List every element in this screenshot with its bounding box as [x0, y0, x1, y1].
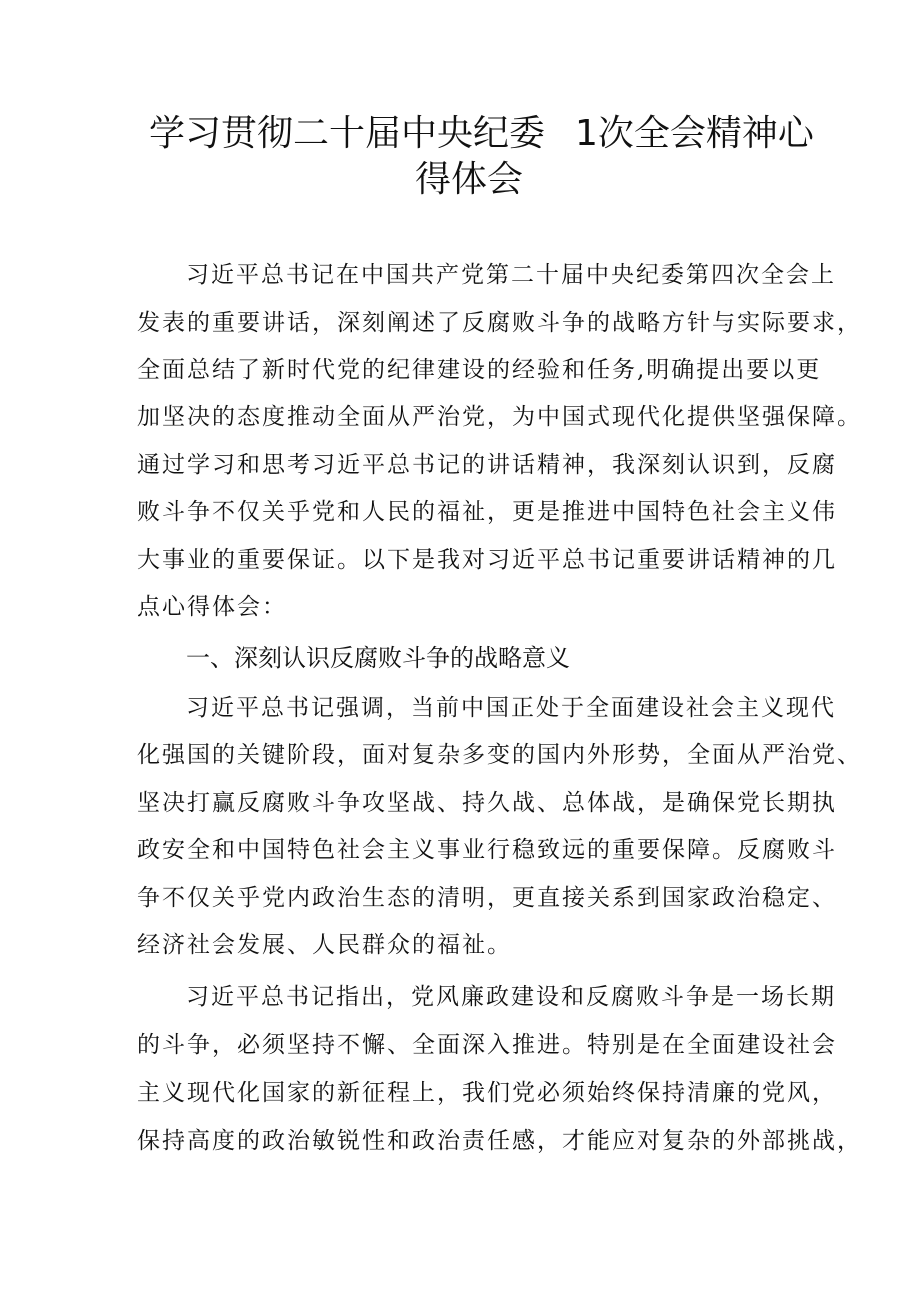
paragraph-line: 加坚决的态度推动全面从严治党，为中国式现代化提供坚强保障。 [137, 404, 862, 430]
paragraph-line: 败斗争不仅关乎党和人民的福祉，更是推进中国特色社会主义伟 [137, 499, 837, 525]
paragraph-line: 习近平总书记在中国共产党第二十届中央纪委第四次全会上 [186, 262, 836, 288]
section-heading: 一、深刻认识反腐败斗争的战略意义 [186, 644, 570, 672]
paragraph-line: 坚决打赢反腐败斗争攻坚战、持久战、总体战，是确保党长期执 [137, 790, 837, 816]
paragraph-line: 发表的重要讲话，深刻阐述了反腐败斗争的战略方针与实际要求， [137, 310, 862, 336]
document-title-line-1 [149, 114, 814, 154]
paragraph-line: 主义现代化国家的新征程上，我们党必须始终保持清廉的党风， [137, 1080, 837, 1106]
paragraph-line: 大事业的重要保证。以下是我对习近平总书记重要讲话精神的几 [137, 547, 837, 573]
paragraph-line: 争不仅关乎党内政治生态的清明，更直接关系到国家政治稳定、 [137, 885, 837, 911]
paragraph-line: 保持高度的政治敏锐性和政治责任感，才能应对复杂的外部挑战， [137, 1128, 862, 1154]
title-part-2: 1次全会精神心 [575, 113, 814, 154]
paragraph-line: 习近平总书记指出，党风廉政建设和反腐败斗争是一场长期 [186, 984, 836, 1010]
paragraph-line: 政安全和中国特色社会主义事业行稳致远的重要保障。反腐败斗 [137, 837, 837, 863]
paragraph-line: 化强国的关键阶段，面对复杂多变的国内外形势，全面从严治党、 [137, 742, 862, 768]
title-part-1: 学习贯彻二十届中央纪委 [149, 113, 546, 154]
paragraph-line: 点心得体会： [137, 594, 287, 620]
paragraph-line: 经济社会发展、人民群众的福祉。 [137, 932, 512, 958]
paragraph-line: 通过学习和思考习近平总书记的讲话精神，我深刻认识到，反腐 [137, 452, 837, 478]
document-title-line-2: 得体会 [415, 159, 524, 200]
paragraph-line: 的斗争，必须坚持不懈、全面深入推进。特别是在全面建设社会 [137, 1032, 837, 1058]
paragraph-line: 习近平总书记强调，当前中国正处于全面建设社会主义现代 [186, 695, 836, 721]
paragraph-line: 全面总结了新时代党的纪律建设的经验和任务,明确提出要以更 [137, 357, 822, 383]
